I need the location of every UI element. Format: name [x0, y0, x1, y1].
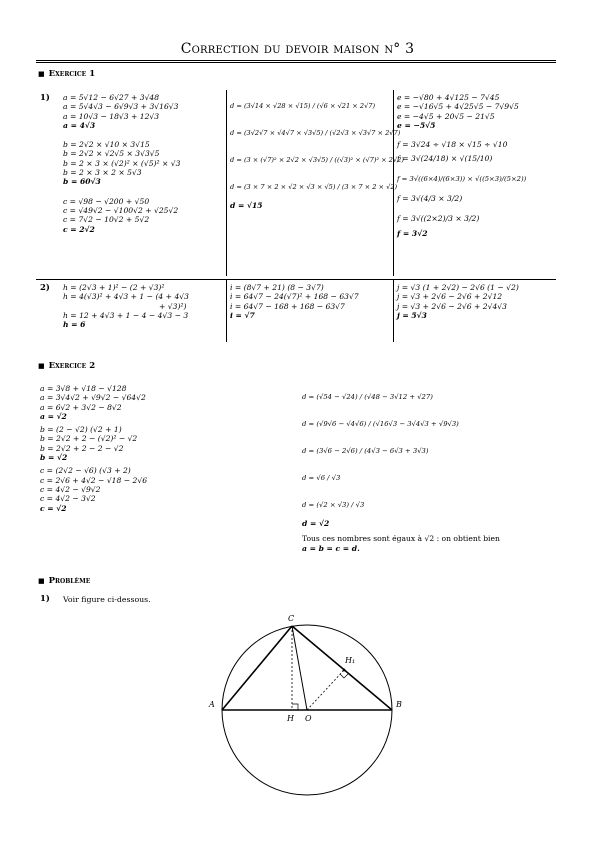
ex1-b-line: b = 2√2 × √10 × 3√15 — [63, 140, 150, 150]
title-rule-bottom — [36, 62, 556, 63]
ex1-h-line: h = 4(√3)² + 4√3 + 1 − (4 + 4√3 — [63, 292, 189, 302]
ex1-e-line: e = −√80 + 4√125 − 7√45 — [397, 93, 500, 102]
ex1-f-line: f = 3√(24/18) × √(15/10) — [397, 154, 493, 164]
segment-cb — [292, 626, 392, 710]
ex2-conclusion-text: Tous ces nombres sont égaux à √2 : on obtient bien — [302, 534, 500, 543]
ex1-c-line: c = 7√2 − 10√2 + 5√2 — [63, 215, 150, 225]
ex1-b-result: b = 60√3 — [63, 177, 101, 187]
label-a: A — [209, 700, 215, 709]
ex2-column-abc — [40, 384, 290, 513]
right-angle-h — [292, 704, 298, 710]
ex1-column-i — [230, 283, 390, 320]
ex1-column-separator — [226, 280, 227, 342]
page-title: Correction du devoir maison n° 3 — [180, 41, 415, 57]
prob-question-1-number: 1) — [40, 594, 50, 604]
geometry-figure — [195, 610, 405, 800]
ex2-c-line: c = 2√6 + 4√2 − √18 − 2√6 — [40, 475, 148, 485]
ex1-column-j — [397, 283, 557, 320]
section-probleme: ■ Problème — [38, 576, 90, 586]
ex1-i-result: i = √7 — [230, 310, 255, 320]
label-o: O — [305, 714, 312, 723]
ex1-f-line: f = 3√24 ÷ √18 × √15 ÷ √10 — [397, 140, 508, 150]
ex1-j-result: j = 5√3 — [397, 310, 427, 320]
ex1-column-separator — [393, 90, 394, 276]
ex2-conclusion — [302, 534, 555, 554]
ex2-d-line: d = (√2 × √3) / √3 — [302, 501, 365, 509]
ex2-column-d — [302, 384, 557, 528]
right-angle-h1 — [340, 674, 348, 678]
ex2-c-result: c = √2 — [40, 503, 67, 513]
ex1-d-line: d = (3√14 × √28 × √15) / (√6 × √21 × 2√7) — [230, 102, 376, 110]
ex1-e-result: e = −5√5 — [397, 120, 436, 130]
ex2-c-line: c = 4√2 − √9√2 — [40, 484, 101, 494]
ex1-question-1-number: 1) — [40, 93, 50, 103]
ex2-d-line: d = √6 / √3 — [302, 474, 341, 482]
ex1-h-result: h = 6 — [63, 320, 86, 330]
ex1-question-2-number: 2) — [40, 283, 50, 293]
ex2-d-line: d = (√54 − √24) / (√48 − 3√12 + √27) — [302, 393, 433, 401]
ex1-b-line: b = 2 × 3 × (√2)² × (√5)² × √3 — [63, 158, 181, 168]
ex1-c-line: c = √98 − √200 + √50 — [63, 196, 150, 206]
prob-question-1-text: Voir figure ci-dessous. — [63, 595, 151, 604]
ex1-d-line: d = (3 × (√7)² × 2√2 × √3√5) / ((√3)² × (√7)² × 2√2) — [230, 156, 404, 164]
ex2-a-line: a = 3√4√2 + √9√2 − √64√2 — [40, 393, 146, 403]
label-b: B — [396, 700, 402, 709]
ex2-a-result: a = √2 — [40, 411, 67, 421]
ex1-column-ef — [397, 93, 557, 239]
ex1-i-line: i = 64√7 − 168 + 168 − 63√7 — [230, 301, 345, 311]
ex1-a-line: a = 10√3 − 18√3 + 12√3 — [63, 111, 160, 121]
ex2-a-line: a = 6√2 + 3√2 − 8√2 — [40, 402, 122, 412]
ex1-d-result: d = √15 — [230, 201, 263, 210]
ex2-a-line: a = 3√8 + √18 − √128 — [40, 384, 127, 393]
ex1-b-line: b = 2√2 × √2√5 × 3√3√5 — [63, 149, 160, 159]
section-exercice-2: ■ Exercice 2 — [38, 361, 95, 371]
ex1-j-line: j = √3 + 2√6 − 2√6 + 2√12 — [397, 292, 503, 302]
label-h1: H₁ — [345, 656, 356, 665]
ex1-column-h — [63, 283, 225, 329]
ex1-column-separator — [393, 280, 394, 342]
ex1-a-line: a = 5√4√3 − 6√9√3 + 3√16√3 — [63, 102, 179, 112]
ex1-column-separator — [226, 90, 227, 276]
ex2-d-result: d = √2 — [302, 519, 330, 528]
ex1-h-line: h = 12 + 4√3 + 1 − 4 − 4√3 − 3 — [63, 310, 189, 320]
ex2-b-result: b = √2 — [40, 453, 68, 463]
segment-ac — [222, 626, 292, 710]
ex1-column-d — [230, 93, 404, 210]
ex1-e-line: e = −√16√5 + 4√25√5 − 7√9√5 — [397, 102, 519, 112]
ex1-j-line: j = √3 (1 + 2√2) − 2√6 (1 − √2) — [397, 283, 519, 292]
ex1-a-line: a = 5√12 − 6√27 + 3√48 — [63, 93, 160, 102]
ex2-c-line: c = 4√2 − 3√2 — [40, 494, 96, 504]
ex1-h-line: + √3)²) — [159, 301, 187, 311]
ex1-column-abc — [63, 93, 223, 234]
ex1-c-result: c = 2√2 — [63, 224, 95, 234]
ex2-conclusion-equality: a = b = c = d. — [302, 544, 360, 553]
ex1-j-line: j = √3 + 2√6 − 2√6 + 2√4√3 — [397, 301, 507, 311]
ex2-d-line: d = (3√6 − 2√6) / (4√3 − 6√3 + 3√3) — [302, 447, 429, 455]
ex1-i-line: i = (8√7 + 21) (8 − 3√7) — [230, 283, 324, 292]
ex2-b-line: b = 2√2 + 2 − 2 − √2 — [40, 443, 124, 453]
ex1-d-line: d = (3√2√7 × √4√7 × √3√5) / (√2√3 × √3√7 × 2√7) — [230, 129, 401, 137]
ex1-b-line: b = 2 × 3 × 2 × 5√3 — [63, 168, 142, 178]
ex1-f-line: f = 3√((6×4)/(6×3)) × √((5×3)/(5×2)) — [397, 175, 527, 184]
label-c: C — [288, 614, 295, 623]
label-h: H — [287, 714, 294, 723]
title-rule-top — [36, 60, 556, 61]
ex1-e-line: e = −4√5 + 20√5 − 21√5 — [397, 111, 495, 121]
segment-co — [292, 626, 307, 710]
ex2-d-line: d = (√9√6 − √4√6) / (√16√3 − 3√4√3 + √9√3) — [302, 420, 459, 428]
ex1-f-line: f = 3√(4/3 × 3/2) — [397, 194, 463, 204]
point-h1 — [343, 669, 346, 672]
ex1-h-line: h = (2√3 + 1)² − (2 + √3)² — [63, 283, 165, 292]
ex1-f-line: f = 3√((2×2)/3 × 3/2) — [397, 214, 480, 224]
ex1-d-line: d = (3 × 7 × 2 × √2 × √3 × √5) / (3 × 7 × 2 × √2) — [230, 183, 398, 191]
ex1-f-result: f = 3√2 — [397, 229, 428, 239]
height-oh1 — [307, 670, 344, 710]
ex1-c-line: c = √49√2 − √100√2 + √25√2 — [63, 205, 179, 215]
section-exercice-1: ■ Exercice 1 — [38, 69, 95, 79]
ex1-row-separator — [36, 279, 556, 280]
ex1-i-line: i = 64√7 − 24(√7)² + 168 − 63√7 — [230, 292, 359, 302]
ex1-a-result: a = 4√3 — [63, 120, 96, 130]
ex2-c-line: c = (2√2 − √6) (√3 + 2) — [40, 466, 131, 476]
ex2-b-line: b = 2√2 + 2 − (√2)² − √2 — [40, 434, 138, 444]
ex2-b-line: b = (2 − √2) (√2 + 1) — [40, 425, 122, 435]
